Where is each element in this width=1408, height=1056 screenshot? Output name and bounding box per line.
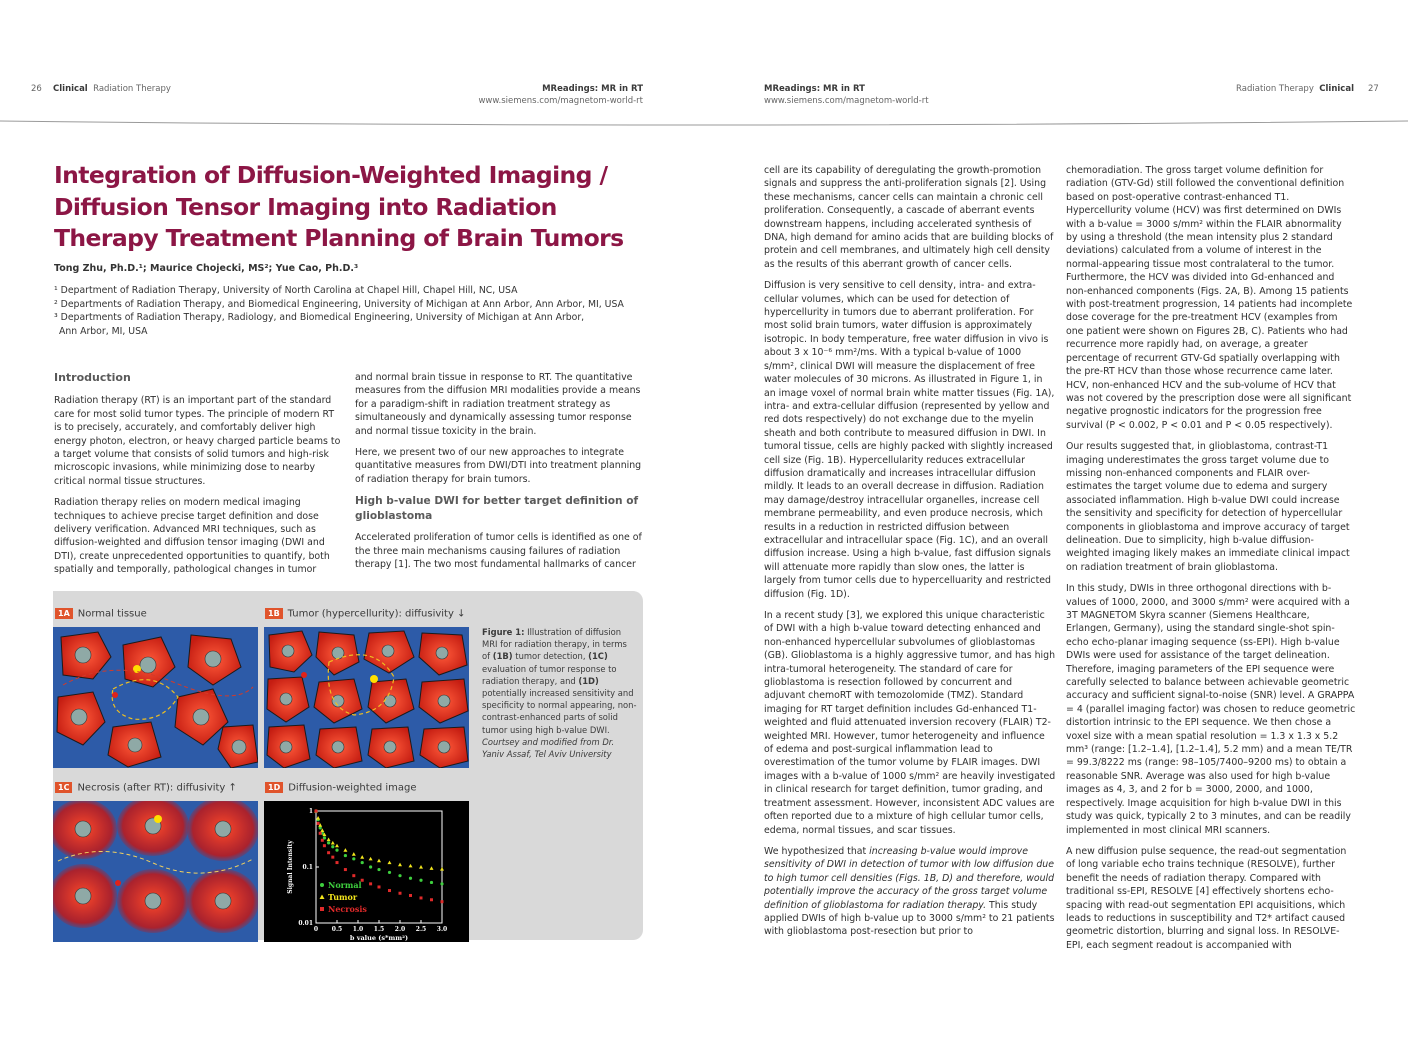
illustration-normal-tissue [53,627,258,768]
data-point-necrosis [315,810,318,813]
panel-label-1b: 1B Tumor (hypercellurity): diffusivity ↓ [265,608,465,620]
data-point-normal [419,879,422,882]
paragraph: chemoradiation. The gross target volume definition for radiation (GTV-Gd) still followed the conventional definition based on post-operative contrast-enhanced T1. Hypercellurity volume (HCV) was first determined on DWIs with a b-value = 3000 s/mm² within the FLAIR abnormality by using a threshold (the mean intensity plus 2 standard deviations) calculated from a volume of interest in the normal-appearing tissue most contralateral to the tumor. Furthermore, the HCV was divided into Gd-enhanced and non-enhanced components (Figs. 2A, B). Among 15 patients with post-treatment progression, 14 patients had incomplete dose coverage for the pre-treatment HCV (examples from one patient were shown on Figures 2B, C). Patients who had recurrence more rapidly had, on average, a greater percentage of recurrent GTV-Gd spatially overlapping with the pre-RT HCV than those whose recurrence came later. HCV, non-enhanced HCV and the sub-volume of HCV that was not covered by the prescription dose were all significant negative prognostic indicators for the progression free survival (P < 0.002, P < 0.01 and P < 0.05 respectively). [1066,165,1353,431]
data-point-necrosis [441,900,444,903]
paragraph: Radiation therapy (RT) is an important part of the standard care for most solid tumor types. The principle of modern RT is to precisely, accurately, and comfortably deliver high energy photon, electron, or heavy charged particle beams to a target volume that consists of solid tumors and high-risk microscopic invasions, while minimizing dose to nearby critical normal tissue structures. [54,395,341,487]
panel-label-1c: 1C Necrosis (after RT): diffusivity ↑ [55,782,237,794]
section-heading-introduction: Introduction [54,371,131,384]
data-point-normal [327,841,330,844]
y-tick-label: 1 [308,808,313,815]
data-point-necrosis [399,892,402,895]
data-point-necrosis [321,839,324,842]
figure-credit: Courtsey and modified from Dr. Yaniv Assaf, Tel Aviv University [482,736,615,760]
data-point-necrosis [409,894,412,897]
data-point-necrosis [352,874,355,877]
figure-caption: Figure 1: Illustration of diffusion MRI for radiation therapy, in terms of (1B) tumor detection, (1C) evaluation of tumor response to radiation therapy, and (1D) potentially increased sensitivity and specificity to normal appearing, non-contrast-enhanced parts of solid tumor using high b-value DWI. Courtsey and modified from Dr. Yaniv Assaf, Tel Aviv University [482,627,637,760]
x-tick-label: 3.0 [436,926,448,933]
paragraph: We hypothesized that increasing b-value would improve sensitivity of DWI in detection of tumor with low diffusion due to high tumor cell densities (Figs. 1B, D) and therefore, would potentially improve the accuracy of the gross target volume definition of glioblastoma for radiation therapy. This study applied DWIs of high b-value up to 3000 s/mm² to 21 patients with glioblastoma post-resection but prior to [764,845,1055,938]
x-tick-label: 2.0 [394,926,406,933]
legend-marker-necrosis [320,907,324,911]
paragraph: Our results suggested that, in glioblastoma, contrast-T1 imaging underestimates the gross target volume due to missing non-enhanced components and FLAIR over-estimates the target volume due to edema and surgery associated inflammation. High b-value DWI could increase the sensitivity and specificity for detection of hypercellular components in glioblastoma and improve accuracy of target delineation. Due to simplicity, high b-value diffusion-weighted imaging likely makes an immediate clinical impact on radiation treatment of brain glioblastoma. [1066,441,1350,573]
x-tick-label: 0 [313,926,319,933]
data-point-normal [344,854,347,857]
data-point-necrosis [430,898,433,901]
data-point-necrosis [331,856,334,859]
y-tick-label: 0.01 [298,920,313,927]
chart-diffusion-weighted-signal [264,801,469,942]
authors: Tong Zhu, Ph.D.¹; Maurice Chojecki, MS²; Yue Cao, Ph.D.³ [54,263,359,274]
affiliation-2: ² Departments of Radiation Therapy, and Biomedical Engineering, University of Michigan at Ann Arbor, Ann Arbor, MI, USA [54,298,624,310]
data-point-necrosis [323,844,326,847]
data-point-necrosis [317,822,320,825]
article-title: Integration of Diffusion-Weighted Imaging / Diffusion Tensor Imaging into Radiation Therapy Treatment Planning of Brain Tumors [54,161,624,252]
paragraph: and normal brain tissue in response to RT. The quantitative measures from the diffusion MRI modalities provide a means for a paradigm-shift in radiation treatment strategy as simultaneously and dynamically assessing tumor response and normal tissue toxicity in the brain. [355,372,641,437]
paragraph: Diffusion is very sensitive to cell density, intra- and extra-cellular volumes, which can be used for detection of hypercellurity in tumors due to aberrant proliferation. For most solid brain tumors, water diffusion is approximately isotropic. In body temperature, free water diffusion in vivo is about 3 x 10⁻⁶ mm²/ms. With a typical b-value of 1000 s/mm², clinical DWI will measure the displacement of free water molecules of 30 microns. As illustrated in Figure 1, in an image voxel of normal brain white matter tissues (Fig. 1A), intra- and extra-cellular diffusion (represented by yellow and red dots respectively) do not exchange due to the myelin sheath and both contribute to measured diffusion in DWI. In tumoral tissue, cells are highly packed with slightly increased cell size (Fig. 1B). Hypercellularity reduces extracellular diffusion dramatically and increases intracellular diffusion mildly. It leads to an overall decrease in diffusion. Radiation may damage/destroy intracellular organelles, increase cell membrane permeability, and even produce necrosis, which results in a reduction in restricted diffusion between extracellular and intracellular space (Fig. 1C), and an overall diffusion increase. Using a high b-value, fast diffusion signals will attenuate more rapidly than slow ones, the latter is largely from tumor cells due to hypercelluarity and restricted diffusion (Fig. 1D). [764,280,1055,600]
paragraph: Radiation therapy relies on modern medical imaging techniques to achieve precise target definition and dose delivery verification. Advanced MRI techniques, such as diffusion-weighted and diffusion tensor imaging (DWI and DTI), create unprecedented opportunities to quantify, both spatially and temporally, pathological changes in tumor [54,497,330,576]
data-point-normal [331,845,334,848]
paragraph: Here, we present two of our new approaches to integrate quantitative measures from DWI/DTI into treatment planning of radiation therapy for brain tumors. [355,447,642,485]
right-section-label: Radiation Therapy Clinical [1236,84,1354,94]
affiliations [54,284,674,338]
data-point-normal [430,881,433,884]
chart-background [264,801,469,942]
x-tick-label: 0.5 [331,926,343,933]
right-page-number: 27 [1368,84,1379,94]
data-point-necrosis [336,861,339,864]
legend-label-necrosis: Necrosis [328,904,367,914]
left-page-number: 26 [31,84,42,94]
paragraph: Accelerated proliferation of tumor cells is identified as one of the three main mechanisms causing failures of radiation therapy [1]. The two most fundamental hallmarks of cancer [355,532,642,571]
legend-label-tumor: Tumor [328,892,358,902]
data-point-normal [398,874,401,877]
data-point-necrosis [344,868,347,871]
illustration-necrosis [53,801,258,942]
affiliation-3-cont: Ann Arbor, MI, USA [59,325,148,337]
legend-marker-normal [320,883,324,887]
header-rule [0,117,1408,129]
data-point-necrosis [388,889,391,892]
section-heading-high-b-value: High b-value DWI for better target definition of glioblastoma [355,495,639,523]
data-point-normal [377,868,380,871]
paragraph: In a recent study [3], we explored this unique characteristic of DWI with a high b-value toward detecting enhanced and non-enhanced hypercellular subvolumes of glioblastomas (GB). Glioblastoma is a highly aggressive tumor, and has high intra-tumoral heterogeneity. The standard of care for glioblastoma is resection followed by concurrent and adjuvant chemoRT with temozolomide (TMZ). Standard imaging for RT target definition includes Gd-enhanced T1-weighted and fluid attenuated inversion recovery (FLAIR) T2-weighted MRI. However, tumor heterogeneity and influence of edema and post-surgical inflammation lead to overestimation of the tumor volume by FLAIR images. DWI images with a b-value of 1000 s/mm² are heavily investigated in clinical research for target definition, tumor grading, and treatment assessment. However, inconsistent ADC values are often reported due to a mixture of high cellular tumor cells, edema, normal tissues, and scar tissues. [764,610,1056,836]
legend-label-normal: Normal [328,880,362,890]
data-point-normal [352,857,355,860]
panel-label-1a: 1A Normal tissue [55,608,147,620]
paragraph: cell are its capability of deregulating the growth-promotion signals and suppress the anti-proliferation signals [2]. Using these mechanisms, cancer cells can maintain a chronic cell proliferation. Consequently, a cascade of aberrant events downstream happens, including accelerated synthesis of DNA, high demand for amino acids that are building blocks of protein and cell membranes, and ultimately high cell density as the results of this aberrant growth of cancer cells. [764,165,1054,270]
data-point-normal [440,882,443,885]
column-1 [54,371,342,585]
data-point-necrosis [420,896,423,899]
column-3 [764,164,1056,947]
data-point-necrosis [319,832,322,835]
paragraph: A new diffusion pulse sequence, the read-out segmentation of long variable echo trains technique (RESOLVE), further benefit the needs of radiation therapy. Compared with traditional ss-EPI, RESOLVE [4] effectively shortens echo-spacing with read-out segmentation EPI acquisitions, which leads to reductions in susceptibility and T2* artifact caused geometric distortion, blurring and signal loss. In RESOLVE-EPI, each segment readout is accompanied with [1066,845,1347,951]
data-point-normal [335,849,338,852]
right-publication: MReadings: MR in RT www.siemens.com/magnetom-world-rt [764,84,929,106]
data-point-necrosis [369,882,372,885]
illustration-tumor-hypercellularity [264,627,469,768]
data-point-necrosis [378,885,381,888]
y-tick-label: 0.1 [302,864,313,871]
data-point-normal [361,861,364,864]
data-point-normal [388,871,391,874]
data-point-normal [409,877,412,880]
affiliation-3: ³ Departments of Radiation Therapy, Radiology, and Biomedical Engineering, University of Michigan at Ann Arbor, [54,312,585,323]
panel-label-1d: 1D Diffusion-weighted image [265,782,417,794]
affiliation-1: ¹ Department of Radiation Therapy, University of North Carolina at Chapel Hill, Chapel Hill, NC, USA [54,285,518,296]
left-publication: MReadings: MR in RT www.siemens.com/magnetom-world-rt [478,84,643,106]
x-tick-label: 1.5 [373,926,385,933]
x-tick-label: 1.0 [352,926,364,933]
left-section-label: Clinical Radiation Therapy [53,84,171,94]
column-2 [355,371,643,579]
x-axis-label: b value (s*mm²) [349,934,409,942]
data-point-normal [369,865,372,868]
paragraph: In this study, DWIs in three orthogonal directions with b-values of 1000, 2000, and 3000 s/mm² were acquired with a 3T MAGNETOM Skyra scanner (Siemens Healthcare, Erlangen, Germany), using the standard single-shot spin-echo echo-planar imaging sequence (ss-EPI). High b-value DWIs were used for assistance of the target delineation. Therefore, imaging parameters of the EPI sequence were carefully selected to balance between achievable geometric accuracy and sufficient signal-to-noise (SNR) level. A GRAPPA = 4 (parallel imaging factor) was chosen to reduce geometric distortion intrinsic to the EPI sequence. We then chose a voxel size with a mean spatial resolution = 1.3 x 1.3 x 5.2 mm³ (range: [1.2–1.4], [1.2–1.4], 5.2 mm) and a mean TE/TR = 99.3/8222 ms (range: 98–105/7400–9200 ms) to obtain a reasonable SNR. Average was also used for high b-value images as 4, 3, and 2 for b = 3000, 2000, and 1000, respectively. Image acquisition for high b-value DWI in this study was quick, typically 2 to 3 minutes, and can be readily implemented in most clinical MRI scanners. [1066,583,1356,836]
data-point-normal [319,826,322,829]
y-axis-label: Signal Intensity [287,840,294,894]
column-4 [1066,164,1356,960]
x-tick-label: 2.5 [415,926,427,933]
data-point-necrosis [327,851,330,854]
